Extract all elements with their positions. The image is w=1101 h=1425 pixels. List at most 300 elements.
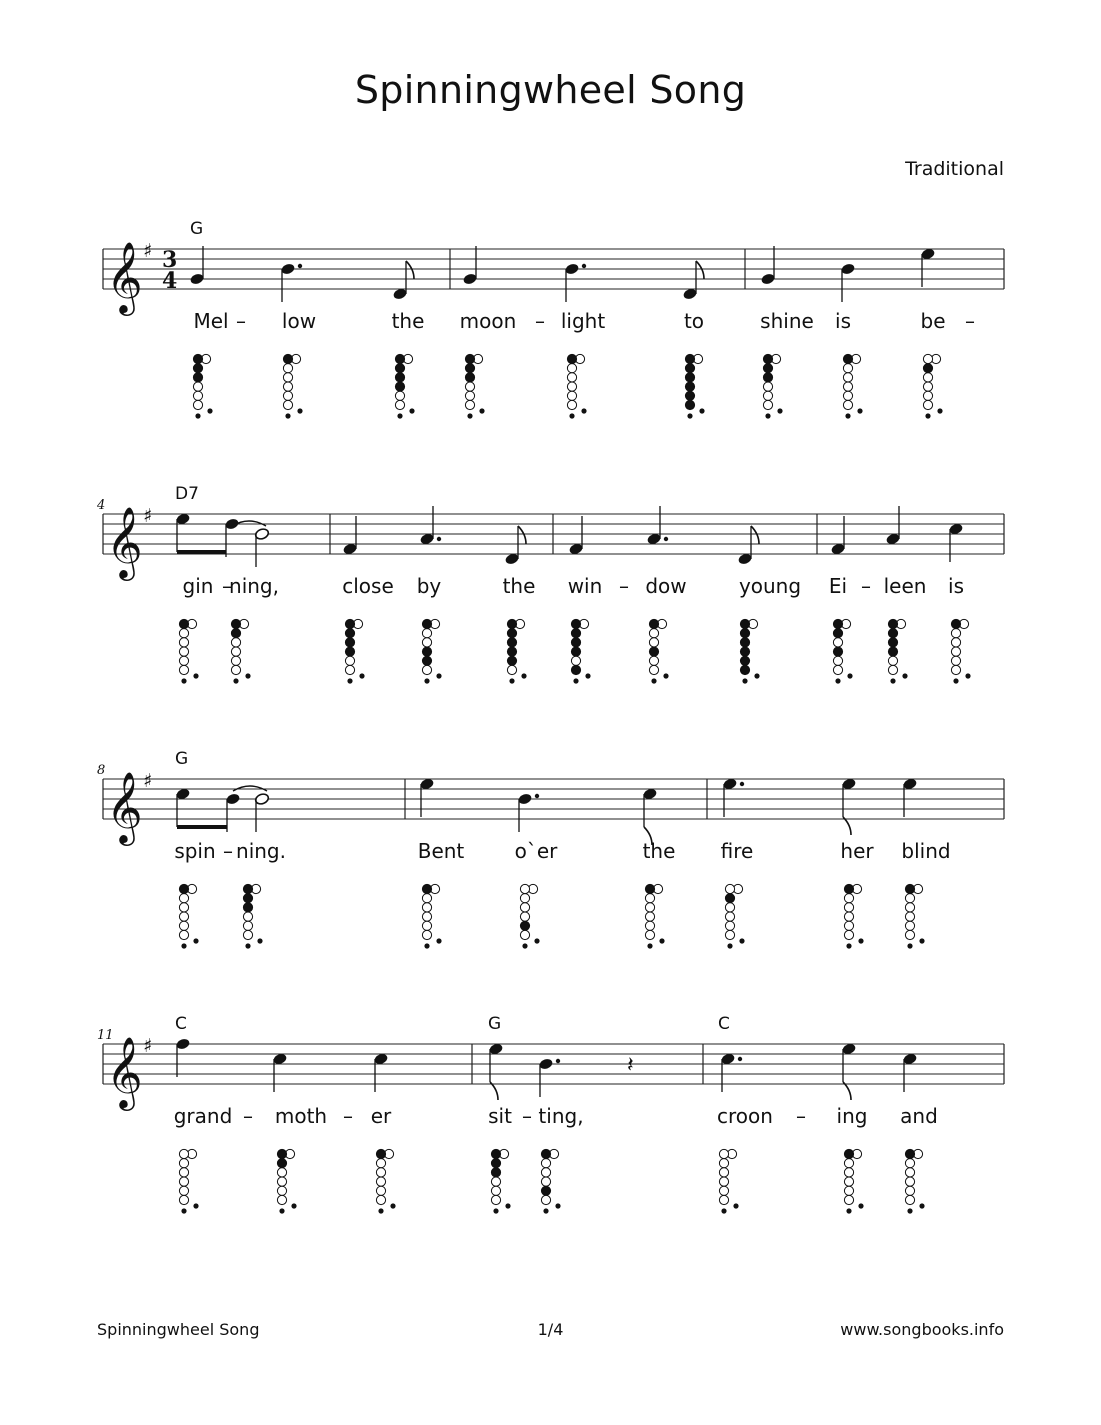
lyric-syllable: win <box>567 574 603 598</box>
hole-open <box>465 382 474 391</box>
hole-small <box>845 413 850 418</box>
lyric-syllable: ing <box>836 1104 868 1128</box>
hole-closed <box>491 1149 500 1158</box>
hole-small <box>919 938 924 943</box>
lyric-syllable: close <box>342 574 394 598</box>
hole-open <box>193 382 202 391</box>
hole-open <box>345 665 354 674</box>
hole-open <box>844 912 853 921</box>
hole-small <box>581 408 586 413</box>
hole-open <box>833 638 842 647</box>
dot <box>740 782 744 786</box>
hole-closed <box>283 354 292 363</box>
hole-open <box>923 382 932 391</box>
hole-small <box>699 408 704 413</box>
lyric-syllable: ning, <box>229 574 279 598</box>
hole-open <box>645 903 654 912</box>
fingering-row <box>0 353 1101 433</box>
hole-open <box>649 665 658 674</box>
hole-small <box>279 1208 284 1213</box>
fingering-chart <box>645 884 664 948</box>
hole-open <box>649 629 658 638</box>
hole-closed <box>888 619 897 628</box>
hole-open <box>888 656 897 665</box>
time-signature-top: 3 <box>162 247 178 273</box>
hole-closed <box>763 364 772 373</box>
hole-closed <box>277 1159 286 1168</box>
fingering-chart <box>491 1149 510 1213</box>
hole-open <box>719 1159 728 1168</box>
hole-closed <box>345 647 354 656</box>
hole-closed <box>422 884 431 893</box>
lyric-hyphen: – <box>243 1104 253 1128</box>
hole-closed <box>422 619 431 628</box>
fingering-chart <box>923 354 942 418</box>
fingering-chart <box>888 619 907 683</box>
hole-closed <box>740 665 749 674</box>
hole-open <box>763 382 772 391</box>
fingering-chart <box>541 1149 560 1213</box>
fingering-chart <box>520 884 539 948</box>
dot <box>556 1059 560 1063</box>
hole-small <box>765 413 770 418</box>
hole-open <box>422 665 431 674</box>
hole-closed <box>193 354 202 363</box>
hole-closed <box>395 354 404 363</box>
hole-open <box>843 391 852 400</box>
hole-open <box>645 894 654 903</box>
hole-open <box>725 903 734 912</box>
fingering-chart <box>833 619 852 683</box>
key-signature-sharp: ♯ <box>143 505 153 527</box>
fingering-chart <box>649 619 668 683</box>
hole-open <box>844 1159 853 1168</box>
fingering-chart <box>719 1149 738 1213</box>
lyric-syllable: ning. <box>236 839 286 863</box>
fingering-chart <box>179 619 198 683</box>
hole-closed <box>833 629 842 638</box>
hole-small <box>390 1203 395 1208</box>
fingering-chart <box>905 1149 924 1213</box>
lyric-syllable: shine <box>760 309 814 333</box>
chord-symbol: G <box>488 1014 502 1034</box>
chord-symbol: G <box>190 219 204 239</box>
fingering-chart <box>422 619 441 683</box>
hole-open <box>843 364 852 373</box>
note-flag <box>406 261 414 279</box>
hole-closed <box>951 619 960 628</box>
hole-open <box>283 364 292 373</box>
hole-small <box>493 1208 498 1213</box>
hole-small <box>846 1208 851 1213</box>
composer-credit: Traditional <box>905 158 1004 180</box>
hole-closed <box>465 354 474 363</box>
hole-open <box>376 1177 385 1186</box>
lyric-syllable: Mel <box>193 309 229 333</box>
hole-open <box>844 930 853 939</box>
hole-small <box>907 943 912 948</box>
hole-closed <box>395 364 404 373</box>
hole-open <box>649 638 658 647</box>
fingering-chart <box>395 354 414 418</box>
lyric-syllable: gin <box>182 574 214 598</box>
treble-clef: 𝄞 <box>106 240 143 313</box>
hole-closed <box>507 629 516 638</box>
lyric-syllable: be <box>920 309 946 333</box>
chord-symbol: C <box>718 1014 730 1034</box>
key-signature-sharp: ♯ <box>143 770 153 792</box>
hole-open <box>567 382 576 391</box>
hole-closed <box>685 354 694 363</box>
page-number: 1/4 <box>537 1320 564 1339</box>
fingering-chart <box>725 884 744 948</box>
hole-open <box>923 373 932 382</box>
measure-number: 11 <box>97 1028 114 1043</box>
hole-small <box>522 943 527 948</box>
hole-open <box>649 656 658 665</box>
lyric-hyphen: – <box>861 574 871 598</box>
hole-small <box>181 1208 186 1213</box>
hole-closed <box>888 647 897 656</box>
hole-open <box>345 656 354 665</box>
hole-small <box>777 408 782 413</box>
hole-small <box>181 678 186 683</box>
hole-open <box>905 1186 914 1195</box>
note-flag <box>843 1082 851 1100</box>
lyric-syllable: is <box>948 574 964 598</box>
hole-closed <box>645 884 654 893</box>
fingering-chart <box>844 1149 863 1213</box>
hole-open <box>567 364 576 373</box>
hole-closed <box>740 656 749 665</box>
hole-open <box>844 1177 853 1186</box>
hole-open <box>719 1186 728 1195</box>
hole-open <box>520 894 529 903</box>
hole-small <box>521 673 526 678</box>
hole-open <box>277 1177 286 1186</box>
hole-closed <box>193 364 202 373</box>
hole-small <box>424 678 429 683</box>
dot <box>535 794 539 798</box>
hole-closed <box>740 619 749 628</box>
hole-open <box>833 656 842 665</box>
hole-small <box>902 673 907 678</box>
hole-small <box>436 938 441 943</box>
hole-small <box>733 1203 738 1208</box>
hole-open <box>179 930 188 939</box>
lyric-syllable: grand <box>173 1104 233 1128</box>
hole-small <box>181 943 186 948</box>
hole-open <box>422 894 431 903</box>
hole-open <box>491 1177 500 1186</box>
hole-open <box>231 656 240 665</box>
hole-closed <box>888 629 897 638</box>
hole-open <box>844 903 853 912</box>
hole-open <box>567 391 576 400</box>
fingering-chart <box>376 1149 395 1213</box>
hole-closed <box>685 400 694 409</box>
hole-small <box>721 1208 726 1213</box>
hole-open <box>905 894 914 903</box>
hole-open <box>507 665 516 674</box>
hole-closed <box>243 884 252 893</box>
fingering-chart <box>193 354 212 418</box>
hole-closed <box>571 647 580 656</box>
hole-open <box>645 912 654 921</box>
hole-open <box>277 1186 286 1195</box>
dot <box>437 537 441 541</box>
hole-closed <box>844 884 853 893</box>
hole-closed <box>179 619 188 628</box>
hole-small <box>409 408 414 413</box>
hole-open <box>179 1177 188 1186</box>
hole-open <box>376 1186 385 1195</box>
hole-open <box>231 638 240 647</box>
fingering-chart <box>951 619 970 683</box>
hole-open <box>231 647 240 656</box>
hole-small <box>543 1208 548 1213</box>
hole-small <box>233 678 238 683</box>
lyric-hyphen: – <box>965 309 975 333</box>
hole-open <box>243 912 252 921</box>
hole-open <box>567 400 576 409</box>
lyric-hyphen: – <box>236 309 246 333</box>
hole-open <box>719 1177 728 1186</box>
hole-open <box>844 921 853 930</box>
hole-open <box>725 912 734 921</box>
hole-closed <box>376 1149 385 1158</box>
hole-open <box>888 665 897 674</box>
footer-title: Spinningwheel Song <box>97 1320 260 1339</box>
fingering-chart <box>243 884 262 948</box>
hole-small <box>858 938 863 943</box>
hole-small <box>858 1203 863 1208</box>
fingering-chart <box>763 354 782 418</box>
hole-closed <box>345 629 354 638</box>
hole-open <box>465 400 474 409</box>
hole-open <box>179 629 188 638</box>
hole-small <box>193 673 198 678</box>
hole-closed <box>923 364 932 373</box>
hole-open <box>905 1177 914 1186</box>
fingering-chart <box>740 619 759 683</box>
hole-open <box>843 400 852 409</box>
staff-system <box>0 215 1101 455</box>
hole-open <box>193 391 202 400</box>
hole-open <box>395 391 404 400</box>
dot <box>738 1057 742 1061</box>
hole-closed <box>507 656 516 665</box>
hole-closed <box>763 373 772 382</box>
lyric-syllable: to <box>683 309 705 333</box>
hole-open <box>719 1195 728 1204</box>
hole-open <box>719 1149 728 1158</box>
hole-closed <box>277 1149 286 1158</box>
lyric-syllable: the <box>502 574 536 598</box>
chord-symbol: C <box>175 1014 187 1034</box>
hole-small <box>663 673 668 678</box>
hole-open <box>719 1168 728 1177</box>
hole-open <box>179 921 188 930</box>
hole-open <box>520 884 529 893</box>
lyric-syllable: sit <box>488 1104 512 1128</box>
hole-closed <box>231 629 240 638</box>
hole-closed <box>685 373 694 382</box>
hole-open <box>491 1195 500 1204</box>
hole-open <box>951 665 960 674</box>
hole-open <box>179 912 188 921</box>
fingering-chart <box>685 354 704 418</box>
hole-small <box>846 943 851 948</box>
hole-open <box>520 930 529 939</box>
hole-open <box>567 373 576 382</box>
lyric-hyphen: – <box>343 1104 353 1128</box>
hole-closed <box>507 638 516 647</box>
hole-small <box>857 408 862 413</box>
fingering-chart <box>345 619 364 683</box>
hole-small <box>687 413 692 418</box>
hole-closed <box>231 619 240 628</box>
hole-open <box>905 1159 914 1168</box>
hole-closed <box>179 884 188 893</box>
key-signature-sharp: ♯ <box>143 240 153 262</box>
hole-open <box>725 884 734 893</box>
hole-open <box>763 391 772 400</box>
hole-open <box>465 391 474 400</box>
hole-open <box>541 1195 550 1204</box>
hole-closed <box>243 894 252 903</box>
hole-open <box>231 665 240 674</box>
hole-closed <box>465 373 474 382</box>
hole-open <box>951 647 960 656</box>
note-flag <box>843 817 851 835</box>
lyric-hyphen: – <box>535 309 545 333</box>
hole-closed <box>345 619 354 628</box>
hole-small <box>937 408 942 413</box>
hole-open <box>491 1186 500 1195</box>
hole-closed <box>422 647 431 656</box>
hole-small <box>285 413 290 418</box>
hole-closed <box>844 1149 853 1158</box>
hole-closed <box>395 382 404 391</box>
hole-open <box>179 647 188 656</box>
fingering-chart <box>179 1149 198 1213</box>
hole-closed <box>571 619 580 628</box>
hole-closed <box>571 638 580 647</box>
lyric-syllable: is <box>835 309 851 333</box>
fingering-chart <box>231 619 250 683</box>
lyric-syllable: her <box>840 839 874 863</box>
song-title: Spinningwheel Song <box>354 68 747 112</box>
hole-closed <box>567 354 576 363</box>
hole-open <box>541 1159 550 1168</box>
hole-open <box>179 1195 188 1204</box>
hole-small <box>207 408 212 413</box>
hole-closed <box>685 382 694 391</box>
time-signature-bottom: 4 <box>162 268 178 294</box>
hole-open <box>395 400 404 409</box>
hole-closed <box>740 647 749 656</box>
hole-small <box>953 678 958 683</box>
hole-open <box>923 400 932 409</box>
hole-small <box>245 673 250 678</box>
hole-closed <box>491 1168 500 1177</box>
hole-open <box>905 921 914 930</box>
hole-small <box>569 413 574 418</box>
hole-small <box>509 678 514 683</box>
hole-open <box>725 921 734 930</box>
hole-open <box>179 894 188 903</box>
hole-open <box>905 1195 914 1204</box>
hole-closed <box>740 629 749 638</box>
hole-small <box>647 943 652 948</box>
lyric-syllable: croon <box>717 1104 773 1128</box>
hole-closed <box>740 638 749 647</box>
hole-open <box>179 1159 188 1168</box>
hole-small <box>424 943 429 948</box>
hole-closed <box>571 665 580 674</box>
hole-closed <box>520 921 529 930</box>
fingering-chart <box>283 354 302 418</box>
measure-number: 8 <box>97 763 106 778</box>
hole-open <box>951 638 960 647</box>
hole-small <box>659 938 664 943</box>
staff-system <box>0 1010 1101 1250</box>
hole-small <box>359 673 364 678</box>
hole-open <box>923 391 932 400</box>
hole-small <box>925 413 930 418</box>
hole-closed <box>571 629 580 638</box>
hole-open <box>179 638 188 647</box>
hole-small <box>297 408 302 413</box>
hole-open <box>179 1168 188 1177</box>
hole-closed <box>507 647 516 656</box>
hole-closed <box>395 373 404 382</box>
note-flag <box>518 526 526 544</box>
hole-small <box>727 943 732 948</box>
hole-small <box>193 1203 198 1208</box>
dot <box>582 264 586 268</box>
hole-open <box>243 921 252 930</box>
chord-symbol: D7 <box>175 484 199 504</box>
hole-open <box>541 1177 550 1186</box>
fingering-chart <box>844 884 863 948</box>
fingering-chart <box>465 354 484 418</box>
hole-closed <box>541 1149 550 1158</box>
hole-small <box>754 673 759 678</box>
lyric-syllable: er <box>370 1104 392 1128</box>
hole-small <box>479 408 484 413</box>
lyric-syllable: dow <box>645 574 687 598</box>
hole-closed <box>685 364 694 373</box>
hole-small <box>347 678 352 683</box>
hole-open <box>951 629 960 638</box>
lyric-syllable: and <box>900 1104 938 1128</box>
hole-small <box>585 673 590 678</box>
hole-open <box>179 903 188 912</box>
hole-open <box>422 912 431 921</box>
lyric-hyphen: – <box>223 839 233 863</box>
hole-closed <box>649 619 658 628</box>
hole-small <box>195 413 200 418</box>
lyric-syllable: Ei <box>828 574 848 598</box>
hole-open <box>283 400 292 409</box>
hole-open <box>283 382 292 391</box>
lyric-syllable: o`er <box>514 839 558 863</box>
lyric-hyphen: – <box>522 1104 532 1128</box>
hole-small <box>555 1203 560 1208</box>
dot <box>664 537 668 541</box>
